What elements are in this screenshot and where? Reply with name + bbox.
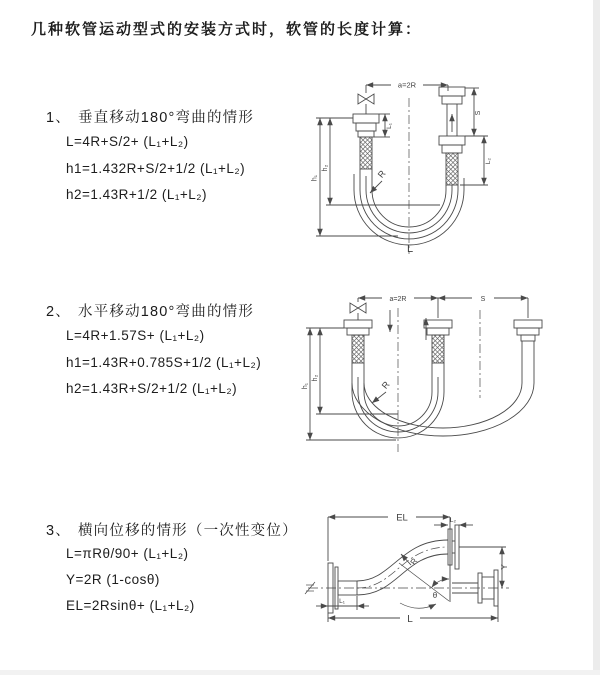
section-3-formula-L: L=πRθ/90+ (L₁+L₂) xyxy=(66,546,189,561)
section-1-number: 1、 xyxy=(46,110,71,126)
section-2-heading xyxy=(46,300,254,321)
section-3-formula-EL: EL=2Rsinθ+ (L₁+L₂) xyxy=(66,598,195,613)
dim-l-label: L xyxy=(407,614,413,625)
page-title: 几种软管运动型式的安装方式时，软管的长度计算： xyxy=(31,21,423,38)
section-1-formula-h1: h1=1.432R+S/2+1/2 (L₁+L₂) xyxy=(66,161,246,176)
dim-h1-label: h₁ xyxy=(302,382,309,390)
scan-edge-bottom xyxy=(0,670,600,675)
right-connector xyxy=(514,320,542,341)
dim-h2 xyxy=(326,118,440,205)
dim-a-label: a=2R xyxy=(389,296,407,303)
dim-s-label: S xyxy=(475,110,482,116)
dim-h2-label: h₂ xyxy=(322,164,329,172)
dim-a-label: a=2R xyxy=(397,80,417,90)
left-connector xyxy=(353,114,379,169)
section-3-formula-Y: Y=2R (1-cosθ) xyxy=(66,572,160,587)
hose-s-curve xyxy=(357,540,448,595)
dim-y xyxy=(459,547,506,588)
section-2-title: 水平移动180°弯曲的情形 xyxy=(77,304,255,320)
valve-icon xyxy=(358,94,374,114)
dim-l2-label: L₂ xyxy=(485,157,492,165)
radius-label: R xyxy=(375,168,388,180)
section-1-formula-L: L=4R+S/2+ (L₁+L₂) xyxy=(66,134,189,149)
section-2-formula-L: L=4R+1.57S+ (L₁+L₂) xyxy=(66,328,205,343)
diagram-lateral-displacement xyxy=(302,503,592,643)
radius-label: R xyxy=(379,379,392,391)
scan-edge-right xyxy=(593,0,600,675)
middle-connector xyxy=(424,320,452,363)
dim-el-label: EL xyxy=(396,512,408,524)
dim-h2-label: h₂ xyxy=(312,374,319,382)
diagram-vertical-180 xyxy=(300,68,575,263)
dim-l1-label: L₁ xyxy=(339,598,345,605)
dim-s-label: S xyxy=(480,296,486,303)
diagram-horizontal-180 xyxy=(298,280,593,460)
length-label: L xyxy=(406,243,414,255)
dim-l xyxy=(328,606,498,622)
section-1-formula-h2: h2=1.43R+1/2 (L₁+L₂) xyxy=(66,187,208,202)
section-3-heading xyxy=(46,519,298,540)
valve-icon xyxy=(350,303,366,320)
dim-y-label: Y xyxy=(500,564,509,570)
right-connector xyxy=(439,87,465,185)
section-2-number: 2、 xyxy=(46,304,71,320)
section-2-formula-h1: h1=1.43R+0.785S+1/2 (L₁+L₂) xyxy=(66,355,262,370)
dim-h1-label: h₁ xyxy=(311,174,319,182)
section-1-title: 垂直移动180°弯曲的情形 xyxy=(77,110,255,126)
section-3-number: 3、 xyxy=(46,523,71,539)
travel-arrows xyxy=(390,310,426,340)
dim-el xyxy=(328,517,450,602)
section-3-title: 横向位移的情形（一次性变位） xyxy=(77,523,298,539)
section-1-heading xyxy=(46,106,254,127)
section-2-formula-h2: h2=1.43R+S/2+1/2 (L₁+L₂) xyxy=(66,381,238,396)
radius-leader xyxy=(372,392,386,403)
dim-l2-label: L₂ xyxy=(449,517,457,524)
dim-l1-label: L₁ xyxy=(386,123,393,129)
dim-l2 xyxy=(460,136,488,185)
radius-label: R xyxy=(408,556,420,567)
theta-label: θ xyxy=(432,591,438,600)
left-connector xyxy=(344,320,372,363)
